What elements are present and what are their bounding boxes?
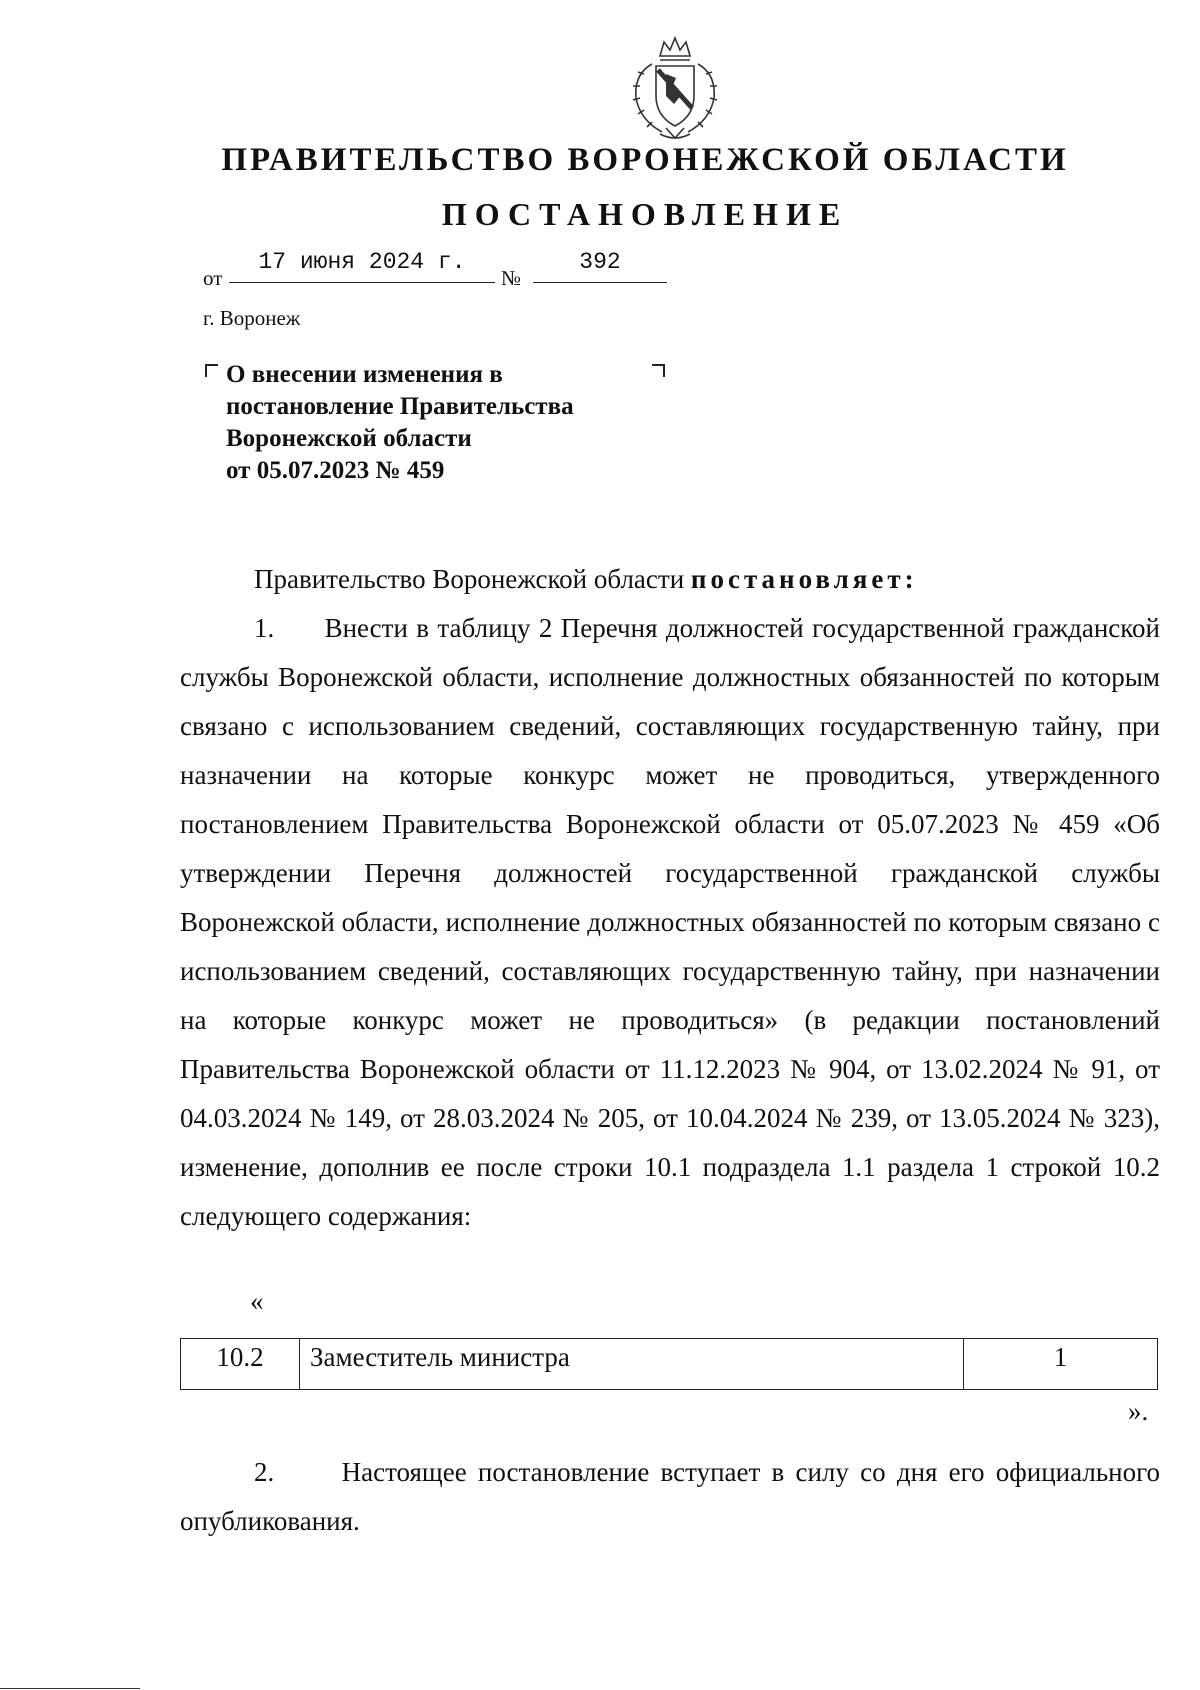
- quote-open: «: [250, 1286, 264, 1316]
- date-number-row: [203, 250, 683, 290]
- date-label: от: [203, 266, 223, 290]
- city: г. Воронеж: [203, 306, 301, 330]
- paragraph-1: 1. Внести в таблицу 2 Перечня должностей государственной гражданской службы Воронежской области, исполнение должностных обязанностей по которым связано с использованием сведений, составляющих государственную тайну, при назначении на которые конкурс может не проводиться, утвержденного постановлением Правительства Воронежской области от 05.07.2023 № 459 «Об утверждении Перечня должностей государственной гражданской службы Воронежской области, исполнение должностных обязанностей по которым связано с использованием сведений, составляющих государственную тайну, при назначении на которые конкурс может не проводиться» (в редакции постановлений Правительства Воронежской области от 11.12.2023 № 904, от 13.02.2024 № 91, от 04.03.2024 № 149, от 28.03.2024 № 205, от 10.04.2024 № 239, от 13.05.2024 № 323), изменение, дополнив ее после строки 10.1 подраздела 1.1 раздела 1 строкой 10.2 следующего содержания:: [180, 613, 1160, 1231]
- table-row: [181, 1339, 1158, 1390]
- resolution-intro: [180, 555, 1160, 604]
- date-value: 17 июня 2024 г.: [229, 250, 495, 283]
- document-title: [226, 359, 666, 487]
- intro-resolves: постановляет:: [690, 564, 918, 594]
- page-edge-line: [0, 1688, 140, 1689]
- row-number-cell: 10.2: [181, 1339, 300, 1390]
- title-line: Воронежской области: [226, 425, 472, 452]
- intro-text: Правительство Воронежской области: [254, 564, 691, 594]
- title-corner-left: [205, 364, 218, 377]
- position-cell: Заместитель министра: [300, 1339, 964, 1390]
- title-line: постановление Правительства: [226, 393, 574, 420]
- voronezh-coat-of-arms-icon: [622, 34, 728, 146]
- organization-name: ПРАВИТЕЛЬСТВО ВОРОНЕЖСКОЙ ОБЛАСТИ: [221, 142, 1069, 178]
- document-type: ПОСТАНОВЛЕНИЕ: [441, 196, 849, 232]
- title-line: О внесении изменения в: [226, 361, 503, 388]
- number-label: №: [501, 266, 522, 290]
- paragraph-2: 2. Настоящее постановление вступает в силу со дня его официального опубликования.: [180, 1457, 1160, 1536]
- title-line: от 05.07.2023 № 459: [226, 457, 445, 484]
- count-cell: 1: [964, 1339, 1158, 1390]
- quote-close: ».: [1128, 1396, 1149, 1426]
- number-value: 392: [533, 250, 667, 283]
- amendment-table: [180, 1338, 1158, 1390]
